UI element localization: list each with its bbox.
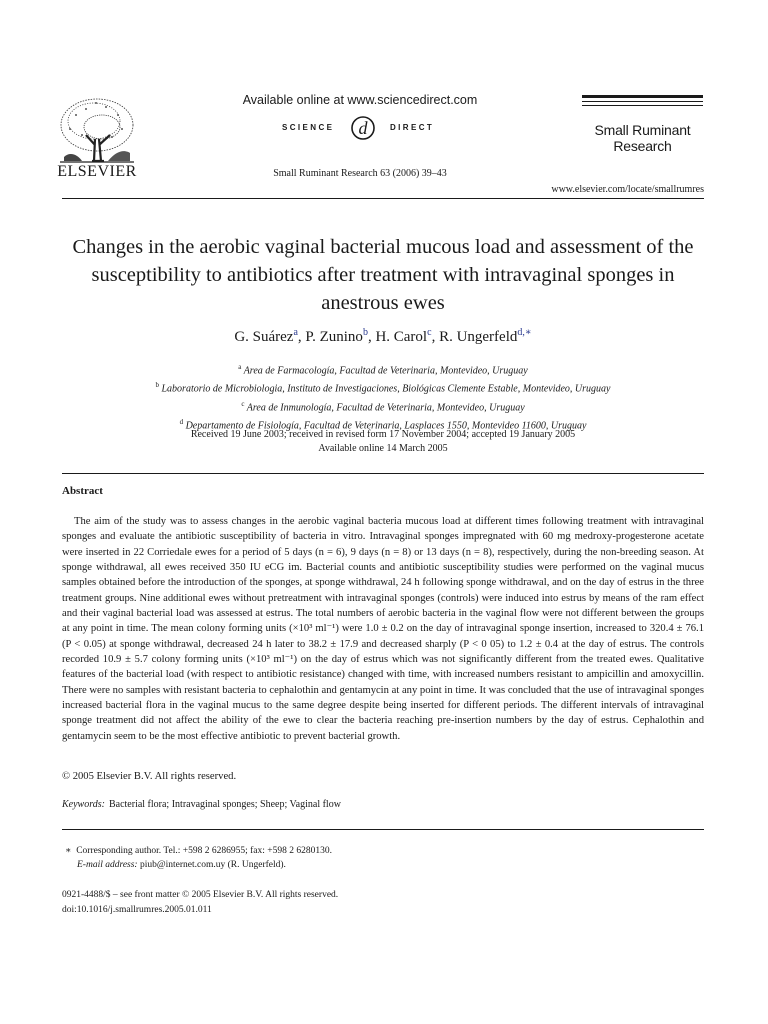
article-history (62, 428, 704, 456)
article-title: Changes in the aerobic vaginal bacterial mucous load and assessment of the susceptibility to antibiotics after treatment with intravaginal sponges in anestrous ewes (72, 236, 694, 314)
svg-text:d: d (358, 118, 368, 138)
affiliation-marker: c (241, 399, 245, 408)
author-name[interactable]: R. Ungerfeld (439, 329, 518, 345)
affiliation-line (62, 378, 704, 396)
keywords-label: Keywords: (62, 799, 105, 810)
issn-line: 0921-4488/$ – see front matter © 2005 Elsevier B.V. All rights reserved. (62, 890, 339, 900)
sciencedirect-right-word: DIRECT (390, 123, 435, 132)
keywords-text: Bacterial flora; Intravaginal sponges; Sheep; Vaginal flow (108, 799, 341, 810)
publisher-name: ELSEVIER (57, 163, 137, 180)
issn-doi-block (62, 888, 338, 918)
journal-name (560, 122, 725, 154)
corresponding-author-footnote (65, 844, 332, 872)
received-dates: Received 19 June 2003; received in revised form 17 November 2004; accepted 19 January 2005 (190, 429, 576, 440)
available-online-banner[interactable]: Available online at www.sciencedirect.com (242, 93, 478, 107)
author-separator: , (297, 329, 306, 345)
affiliation-text: Laboratorio de Microbiologia, Instituto de Investigaciones, Biológicas Clemente Estable, Montevideo, Uruguay (161, 383, 611, 395)
author-separator: , (367, 329, 376, 345)
journal-citation: Small Ruminant Research 63 (2006) 39–43 (273, 168, 447, 179)
affiliations (62, 360, 704, 433)
author-list (62, 327, 704, 346)
author-affiliation-marker[interactable]: a (293, 327, 298, 338)
corresponding-author-contact: Corresponding author. Tel.: +598 2 6286955; fax: +598 2 6280130. (76, 846, 333, 856)
available-online-date: Available online 14 March 2005 (318, 443, 448, 454)
doi-link[interactable]: doi:10.1016/j.smallrumres.2005.01.011 (62, 905, 212, 915)
affiliation-text: Departamento de Fisiología, Facultad de Veterinaria, Lasplaces 1550, Montevideo 11600, Uruguay (185, 420, 587, 432)
sciencedirect-d-icon (348, 113, 378, 143)
author-name[interactable]: H. Carol (375, 329, 428, 345)
header-divider (62, 198, 704, 199)
email-label: E-mail address: (77, 860, 138, 870)
abstract-text: The aim of the study was to assess changes in the aerobic vaginal bacteria mucous load at different times following treatment with intravaginal sponges and evaluate the antibiotic susceptibility of bacteria in vitro. Intravaginal sponges impregnated with 60 mg medroxy-progesterone acetate were inserted in 22 Corriedale ewes for a period of 5 days (n = 6), 9 days (n = 8) or 13 days (n = 8), respectively, during the non-breeding season. At sponge withdrawal, all ewes received 350 IU eCG im. Bacterial counts and antibiotic susceptibility studies were performed on the vaginal mucus samples obtained before the introduction of the sponges, at sponge withdrawal, 24 h following sponge withdrawal, and on the day of estrus in the three treatment groups. Nine additional ewes without pretreatment with intravaginal sponges (controls) were induced into estrus by means of the ram effect and their vaginal bacterial load was assessed at estrus. The total numbers of aerobic bacteria in the vaginal flow were not different between the groups at any point in time. The mean colony forming units (×10³ ml⁻¹) were 1.0 ± 0.2 on the day of intravaginal sponge insertion, increased to 320.4 ± 76.1 (P < 0.05) at sponge withdrawal, decreased 24 h later to 38.2 ± 17.9 and decreased sharply (P < 0 05) to 1.2 ± 0.4 at the day of estrus. The controls recorded 10.9 ± 5.7 colony forming units (×10³ ml⁻¹) on the day of estrus which was not significantly different from the treated ewes. Qualitative features of the bacterial load (with respect to antibiotic resistance) changed with time, with increased numbers resistant to ampicillin and amoxycillin. There were no samples with resistant bacteria to cephalothin and gentamycin at any point in time. It was concluded that the use of intravaginal sponges increased bacterial flora in the vaginal mucus to the same degree despite being inserted for different periods. The different intervals of intravaginal sponge treatment did not affect the ability of the ewe to clear the bacteria reaching pre-insertion numbers by the day of estrus. Cephalothin and gentamycin seem to be the most effective antibiotic to prevent bacterial growth. (62, 516, 704, 742)
journal-name-line-1: Small Ruminant (594, 122, 691, 138)
affiliation-line (62, 397, 704, 415)
keywords (62, 799, 341, 810)
journal-url-link[interactable]: www.elsevier.com/locate/smallrumres (551, 184, 704, 195)
journal-header-rules (582, 95, 703, 109)
author-affiliation-marker[interactable]: d,∗ (517, 327, 532, 338)
footnote-divider (62, 829, 704, 830)
affiliation-marker: b (155, 381, 159, 390)
author-affiliation-marker[interactable]: b (362, 327, 368, 338)
journal-name-line-2: Research (613, 138, 672, 154)
copyright-notice: © 2005 Elsevier B.V. All rights reserved. (62, 771, 237, 782)
affiliation-text: Area de Farmacología, Facultad de Veterinaria, Montevideo, Uruguay (243, 365, 528, 377)
abstract-top-divider (62, 473, 704, 474)
email-address-link[interactable]: piub@internet.com.uy (R. Ungerfeld). (139, 860, 286, 870)
abstract-heading: Abstract (62, 485, 103, 497)
footnote-marker: ∗ (65, 846, 72, 856)
sciencedirect-logo (230, 111, 490, 145)
sciencedirect-left-word: SCIENCE (282, 123, 335, 132)
affiliation-line (62, 360, 704, 378)
author-name[interactable]: G. Suárez (234, 329, 294, 345)
affiliation-marker: d (179, 417, 184, 426)
author-separator: , (431, 329, 440, 345)
author-affiliation-marker[interactable]: c (427, 327, 432, 338)
affiliation-marker: a (238, 363, 242, 371)
affiliation-text: Area de Inmunología, Facultad de Veterinaria, Montevideo, Uruguay (246, 401, 525, 413)
author-name[interactable]: P. Zunino (305, 329, 363, 345)
